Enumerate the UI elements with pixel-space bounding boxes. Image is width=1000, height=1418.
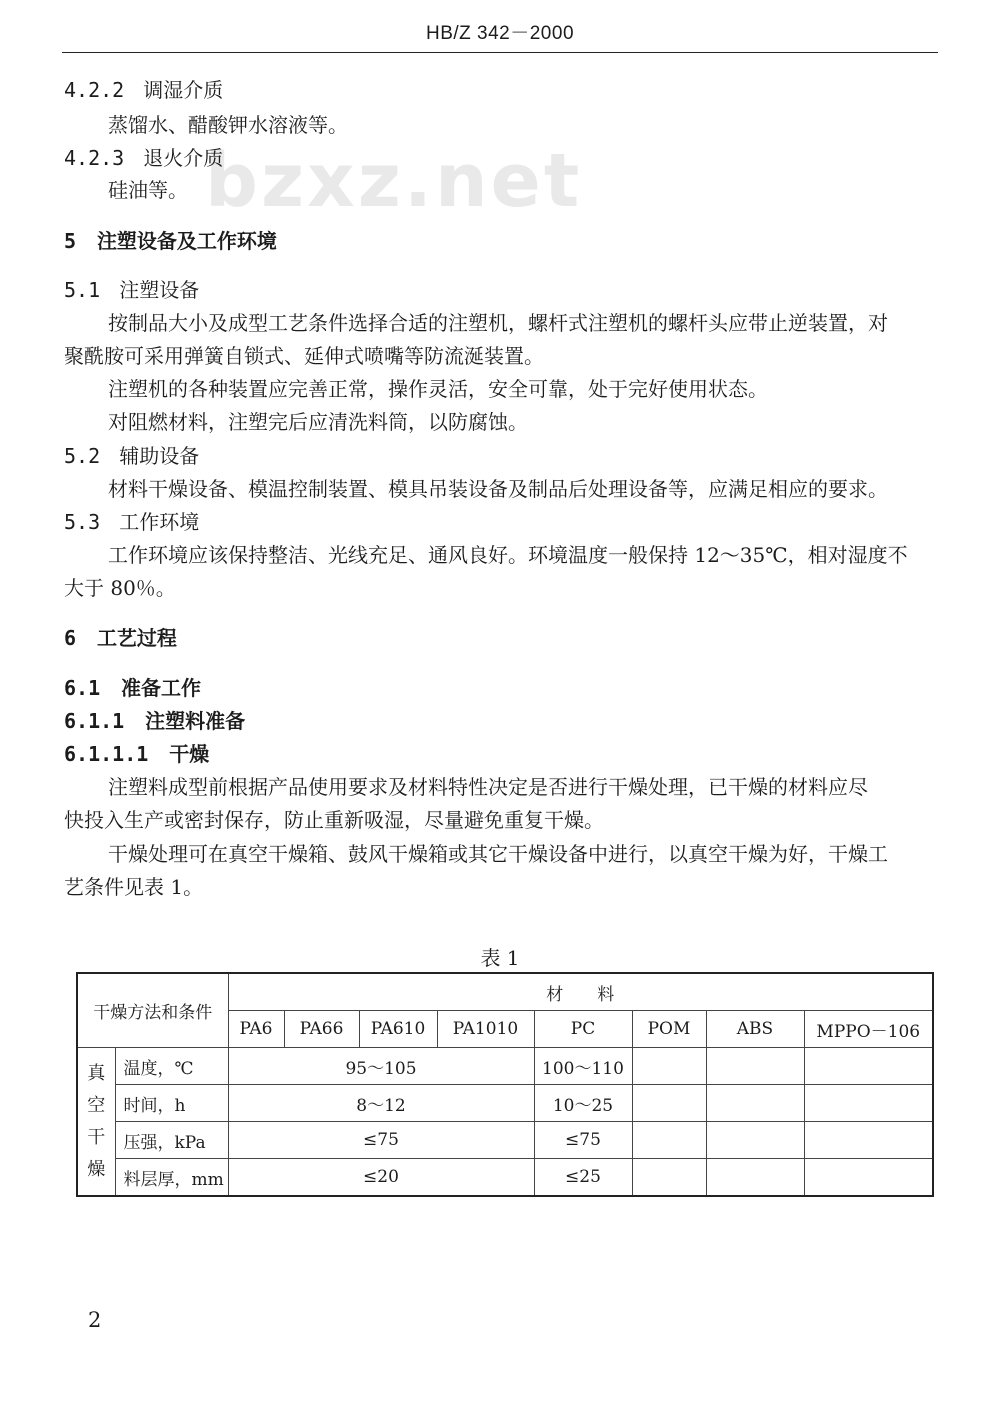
section-5-1-heading bbox=[64, 276, 199, 304]
pa-value-cell: 95～105 bbox=[228, 1048, 534, 1085]
paragraph-line: 艺条件见表 1。 bbox=[64, 875, 204, 899]
drying-method-cell bbox=[77, 1048, 115, 1197]
chapter-title: 注塑设备及工作环境 bbox=[96, 229, 277, 253]
page-header: HB/Z 342－2000 bbox=[425, 23, 575, 44]
section-number: 5.3 bbox=[64, 510, 101, 534]
paragraph-line: 工作环境应该保持整洁、光线充足、通风良好。环境温度一般保持 12～35℃，相对湿度不 bbox=[108, 543, 908, 567]
empty-cell bbox=[632, 1085, 706, 1122]
method-char: 干 bbox=[87, 1126, 106, 1148]
watermark: bzxz.net bbox=[205, 138, 583, 224]
pc-value-cell: ≤75 bbox=[534, 1122, 632, 1159]
chapter-5-heading bbox=[64, 227, 277, 255]
section-title: 准备工作 bbox=[121, 676, 202, 700]
section-6-1-heading bbox=[64, 674, 201, 702]
section-title: 调湿介质 bbox=[143, 78, 224, 102]
section-number: 6.1.1 bbox=[64, 709, 125, 733]
paragraph-line: 干燥处理可在真空干燥箱、鼓风干燥箱或其它干燥设备中进行，以真空干燥为好，干燥工 bbox=[108, 842, 888, 866]
section-4-2-3-body: 硅油等。 bbox=[108, 178, 188, 202]
table-row bbox=[77, 1048, 933, 1085]
material-cell: MPPO－106 bbox=[804, 1011, 933, 1048]
empty-cell bbox=[706, 1085, 804, 1122]
paragraph-line: 注塑料成型前根据产品使用要求及材料特性决定是否进行干燥处理，已干燥的材料应尽 bbox=[108, 775, 868, 799]
section-number: 6.1 bbox=[64, 676, 101, 700]
table-row bbox=[77, 1122, 933, 1159]
empty-cell bbox=[804, 1122, 933, 1159]
section-title: 干燥 bbox=[169, 742, 210, 766]
section-number: 4.2.2 bbox=[64, 78, 125, 102]
paragraph-line: 按制品大小及成型工艺条件选择合适的注塑机，螺杆式注塑机的螺杆头应带止逆装置，对 bbox=[108, 311, 888, 335]
empty-cell bbox=[632, 1048, 706, 1085]
material-cell: PA610 bbox=[359, 1011, 437, 1048]
empty-cell bbox=[632, 1122, 706, 1159]
pc-value-cell: ≤25 bbox=[534, 1159, 632, 1197]
chapter-number: 6 bbox=[64, 626, 77, 650]
material-cell: ABS bbox=[706, 1011, 804, 1048]
section-4-2-3-heading bbox=[64, 144, 223, 172]
section-number: 5.1 bbox=[64, 278, 101, 302]
table-caption: 表 1 bbox=[480, 946, 520, 970]
section-4-2-2-heading bbox=[64, 76, 223, 104]
materials-header: 材 料 bbox=[228, 973, 933, 1011]
material-cell: POM bbox=[632, 1011, 706, 1048]
section-number: 4.2.3 bbox=[64, 146, 125, 170]
paragraph-line: 大于 80％。 bbox=[64, 576, 176, 600]
material-cell: PC bbox=[534, 1011, 632, 1048]
empty-cell bbox=[804, 1085, 933, 1122]
method-char: 空 bbox=[87, 1094, 106, 1116]
chapter-title: 工艺过程 bbox=[96, 626, 177, 650]
section-6-1-1-1-heading bbox=[64, 740, 209, 768]
section-5-3-heading bbox=[64, 508, 199, 536]
section-4-2-2-body: 蒸馏水、醋酸钾水溶液等。 bbox=[108, 113, 348, 137]
section-title: 工作环境 bbox=[119, 510, 200, 534]
section-number: 5.2 bbox=[64, 444, 101, 468]
table-row bbox=[77, 1159, 933, 1197]
pa-value-cell: ≤20 bbox=[228, 1159, 534, 1197]
table-corner-label: 干燥方法和条件 bbox=[77, 973, 228, 1048]
empty-cell bbox=[632, 1159, 706, 1197]
chapter-number: 5 bbox=[64, 229, 77, 253]
paragraph-line: 聚酰胺可采用弹簧自锁式、延伸式喷嘴等防流涎装置。 bbox=[64, 344, 544, 368]
section-title: 辅助设备 bbox=[119, 444, 200, 468]
condition-label: 压强，kPa bbox=[115, 1122, 228, 1159]
page-number: 2 bbox=[88, 1308, 102, 1332]
section-5-2-heading bbox=[64, 442, 199, 470]
section-title: 注塑料准备 bbox=[145, 709, 246, 733]
paragraph-line: 注塑机的各种装置应完善正常，操作灵活，安全可靠，处于完好使用状态。 bbox=[108, 377, 768, 401]
section-title: 注塑设备 bbox=[119, 278, 200, 302]
empty-cell bbox=[804, 1159, 933, 1197]
table-header-row bbox=[77, 973, 933, 1011]
method-char: 真 bbox=[87, 1062, 106, 1084]
header-rule bbox=[62, 52, 938, 53]
section-number: 6.1.1.1 bbox=[64, 742, 149, 766]
pc-value-cell: 100～110 bbox=[534, 1048, 632, 1085]
material-cell: PA6 bbox=[228, 1011, 284, 1048]
pc-value-cell: 10～25 bbox=[534, 1085, 632, 1122]
empty-cell bbox=[706, 1159, 804, 1197]
material-cell: PA66 bbox=[284, 1011, 359, 1048]
condition-label: 温度，℃ bbox=[115, 1048, 228, 1085]
condition-label: 料层厚，mm bbox=[115, 1159, 228, 1197]
material-cell: PA1010 bbox=[437, 1011, 534, 1048]
section-6-1-1-heading bbox=[64, 707, 245, 735]
paragraph-line: 快投入生产或密封保存，防止重新吸湿，尽量避免重复干燥。 bbox=[64, 808, 604, 832]
drying-conditions-table bbox=[76, 972, 934, 1197]
pa-value-cell: ≤75 bbox=[228, 1122, 534, 1159]
paragraph-line: 对阻燃材料，注塑完后应清洗料筒，以防腐蚀。 bbox=[108, 410, 528, 434]
chapter-6-heading bbox=[64, 624, 177, 652]
empty-cell bbox=[706, 1048, 804, 1085]
method-char: 燥 bbox=[87, 1158, 106, 1180]
pa-value-cell: 8～12 bbox=[228, 1085, 534, 1122]
section-title: 退火介质 bbox=[143, 146, 224, 170]
condition-label: 时间，h bbox=[115, 1085, 228, 1122]
empty-cell bbox=[804, 1048, 933, 1085]
paragraph-line: 材料干燥设备、模温控制装置、模具吊装设备及制品后处理设备等，应满足相应的要求。 bbox=[108, 477, 888, 501]
empty-cell bbox=[706, 1122, 804, 1159]
table-row bbox=[77, 1085, 933, 1122]
